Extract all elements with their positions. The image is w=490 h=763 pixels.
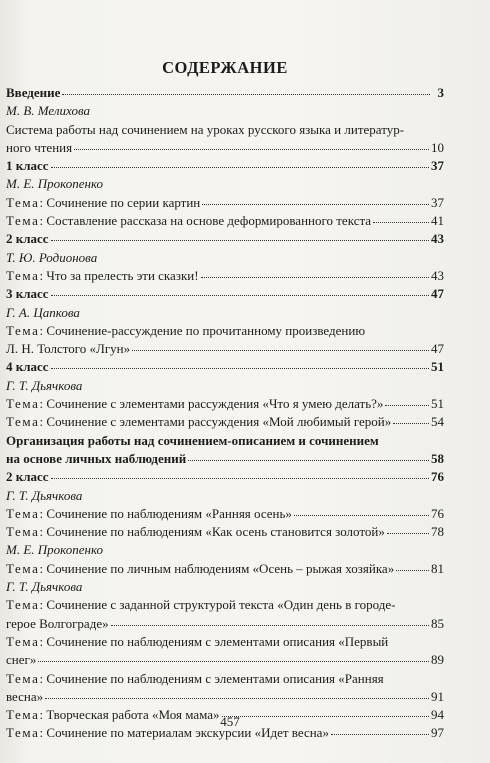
toc-topic [6, 505, 444, 523]
author-name: М. Е. Прокопенко [6, 542, 104, 558]
section-title: 3 класс [6, 286, 49, 302]
section-title-line1: Организация работы над сочинением-описанием и сочинением [6, 432, 379, 448]
dot-leader [396, 559, 429, 570]
topic-title-line1: : Сочинение по наблюдениям с элементами описания «Первый [39, 633, 389, 649]
toc-section [6, 432, 444, 469]
toc-line [6, 468, 444, 486]
topic-text [6, 523, 385, 541]
toc-page-number: 43 [431, 267, 444, 283]
toc-page-number: 85 [431, 615, 444, 631]
page-number: 457 [220, 714, 240, 729]
topic-title: : Сочинение по наблюдениям «Ранняя осень» [39, 505, 292, 521]
toc-line [6, 688, 444, 706]
toc-line [6, 413, 444, 431]
entry-title-line1: Система работы над сочинением на уроках русского языка и литератур- [6, 121, 405, 137]
toc-line [6, 212, 444, 230]
toc-page-number: 97 [431, 725, 444, 741]
topic-line1 [6, 670, 444, 688]
toc-page-number: 91 [431, 688, 444, 704]
toc-page-number: 43 [431, 231, 444, 247]
toc-topic [6, 194, 444, 212]
toc-page-number: 58 [431, 450, 444, 466]
toc-section [6, 230, 444, 248]
author-name: Г. А. Цапкова [6, 304, 80, 320]
author-name: М. В. Мелихова [6, 103, 91, 119]
author-name: Т. Ю. Родионова [6, 249, 98, 265]
dot-leader [132, 340, 429, 351]
topic-label: Тема [6, 322, 40, 338]
topic-label: Тема [6, 560, 40, 576]
dot-leader [51, 358, 429, 369]
topic-title: : Сочинение по наблюдениям «Как осень становится золотой» [39, 524, 385, 540]
toc-page-number: 47 [431, 341, 444, 357]
toc-line [6, 340, 444, 358]
topic-text [6, 267, 199, 285]
toc-author [6, 249, 444, 267]
toc-line [6, 523, 444, 541]
topic-title-line2: герое Волгограде» [6, 615, 109, 631]
topic-label: Тема [6, 524, 40, 540]
toc-author [6, 487, 444, 505]
topic-title: : Что за прелесть эти сказки! [39, 267, 199, 283]
topic-label: Тема [6, 396, 40, 412]
section-title: 4 класс [6, 359, 49, 375]
toc-section [6, 84, 444, 102]
dot-leader [51, 230, 429, 241]
dot-leader [45, 687, 429, 698]
topic-title: : Сочинение по личным наблюдениям «Осень – рыжая хозяйка» [39, 560, 395, 576]
toc-line [6, 395, 444, 413]
dot-leader [51, 468, 429, 479]
dot-leader [385, 395, 429, 406]
section-title: 1 класс [6, 158, 49, 174]
toc-author [6, 304, 444, 322]
toc-section [6, 157, 444, 175]
topic-label: Тема [6, 707, 40, 723]
topic-label: Тема [6, 633, 40, 649]
dot-leader [393, 413, 429, 424]
topic-text [6, 194, 200, 212]
toc-section [6, 468, 444, 486]
dot-leader [387, 523, 429, 534]
topic-label: Тема [6, 194, 40, 210]
topic-label: Тема [6, 414, 40, 430]
toc-page-number: 3 [437, 85, 444, 100]
toc-topic [6, 413, 444, 431]
topic-label: Тема [6, 505, 40, 521]
toc-page-number: 10 [431, 139, 444, 155]
toc-page-number: 81 [431, 560, 444, 576]
table-of-contents [6, 84, 444, 743]
toc-line [6, 230, 444, 248]
dot-leader [111, 614, 429, 625]
author-name: Г. Т. Дьячкова [6, 579, 83, 595]
topic-title-line1: : Сочинение-рассуждение по прочитанному произведению [39, 322, 366, 338]
page-title: СОДЕРЖАНИЕ [162, 58, 288, 77]
toc-section [6, 358, 444, 376]
topic-label: Тема [6, 725, 40, 741]
toc-section [6, 285, 444, 303]
dot-leader [38, 651, 429, 662]
topic-title: : Творческая работа «Моя мама» [39, 707, 220, 723]
topic-title: : Составление рассказа на основе деформированного текста [39, 213, 372, 229]
topic-line1 [6, 596, 444, 614]
toc-page-number: 51 [431, 359, 444, 375]
toc-author [6, 578, 444, 596]
toc-author [6, 377, 444, 395]
section-title: 2 класс [6, 469, 49, 485]
topic-title: : Сочинение с элементами рассуждения «Что я умею делать?» [39, 396, 384, 412]
dot-leader [294, 504, 429, 515]
topic-line1 [6, 633, 444, 651]
section-title: 2 класс [6, 231, 49, 247]
topic-title-line1: : Сочинение по наблюдениям с элементами описания «Ранняя [39, 670, 384, 686]
toc-page-number: 47 [431, 286, 444, 302]
topic-title: : Сочинение по материалам экскурсии «Идет весна» [39, 725, 329, 741]
section-title: Введение [6, 85, 61, 100]
topic-line1 [6, 322, 444, 340]
topic-text [6, 395, 383, 413]
toc-page-number: 76 [431, 505, 444, 521]
toc-page-number: 41 [431, 213, 444, 229]
topic-label: Тема [6, 597, 40, 613]
toc-line [6, 450, 444, 468]
dot-leader [74, 139, 429, 150]
toc-line [6, 560, 444, 578]
author-name: Г. Т. Дьячкова [6, 487, 83, 503]
topic-text [6, 212, 371, 230]
author-name: Г. Т. Дьячкова [6, 377, 83, 393]
topic-text [6, 560, 394, 578]
toc-line [6, 505, 444, 523]
toc-line [6, 615, 444, 633]
topic-title-line2: Л. Н. Толстого «Лгун» [6, 341, 131, 357]
toc-topic [6, 596, 444, 633]
toc-page-number: 94 [431, 707, 444, 723]
toc-entry [6, 121, 444, 158]
toc-line [6, 285, 444, 303]
toc-topic [6, 395, 444, 413]
toc-topic [6, 523, 444, 541]
dot-leader [202, 193, 429, 204]
toc-line [6, 194, 444, 212]
dot-leader [62, 84, 430, 95]
toc-page-number: 51 [431, 396, 444, 412]
topic-label: Тема [6, 213, 40, 229]
toc-line [6, 358, 444, 376]
topic-title-line1: : Сочинение с заданной структурой текста «Один день в городе- [39, 597, 396, 613]
toc-line [6, 84, 444, 102]
toc-page-number: 54 [431, 414, 444, 430]
toc-topic [6, 267, 444, 285]
toc-line [6, 139, 444, 157]
topic-title: : Сочинение с элементами рассуждения «Мой любимый герой» [39, 414, 392, 430]
topic-text [6, 505, 292, 523]
dot-leader [201, 267, 429, 278]
dot-leader [188, 450, 429, 461]
toc-topic [6, 633, 444, 670]
toc-page-number: 89 [431, 652, 444, 668]
dot-leader [51, 285, 429, 296]
author-name: М. Е. Прокопенко [6, 176, 104, 192]
toc-author [6, 175, 444, 193]
topic-label: Тема [6, 670, 40, 686]
topic-text [6, 413, 391, 431]
toc-page-number: 37 [431, 158, 444, 174]
topic-title: : Сочинение по серии картин [39, 194, 201, 210]
dot-leader [51, 157, 429, 168]
toc-topic [6, 212, 444, 230]
entry-title-line2: ного чтения [6, 139, 73, 155]
toc-page-number: 76 [431, 469, 444, 485]
toc-topic [6, 322, 444, 359]
toc-page-number: 37 [431, 194, 444, 210]
dot-leader [373, 212, 429, 223]
toc-topic [6, 560, 444, 578]
topic-label: Тема [6, 267, 40, 283]
topic-title-line2: снег» [6, 652, 37, 668]
toc-line [6, 267, 444, 285]
toc-author [6, 102, 444, 120]
toc-line [6, 157, 444, 175]
toc-line [6, 651, 444, 669]
toc-page-number: 78 [431, 524, 444, 540]
toc-author [6, 541, 444, 559]
toc-topic [6, 670, 444, 707]
topic-title-line2: весна» [6, 688, 44, 704]
section-title-line2: на основе личных наблюдений [6, 450, 187, 466]
